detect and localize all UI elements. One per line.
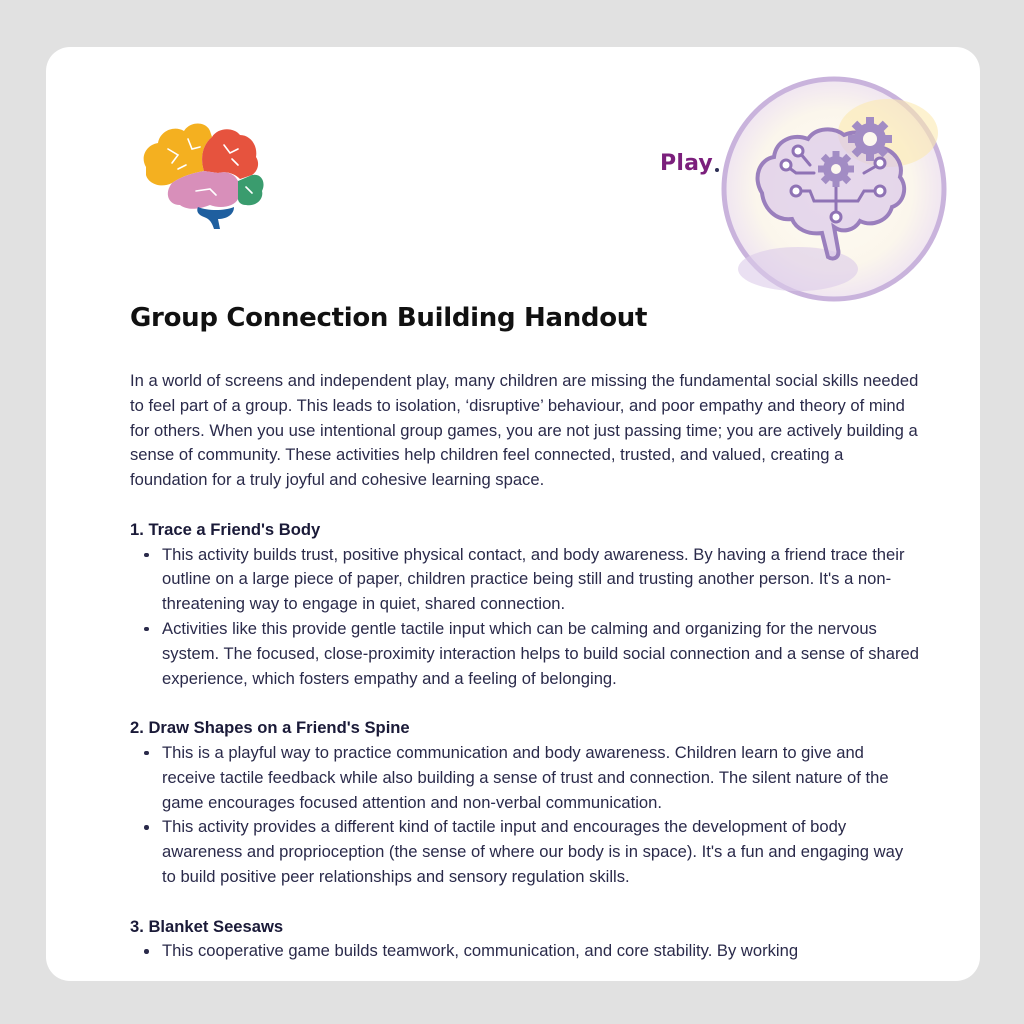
brain-lobe-green: [238, 175, 264, 206]
page-title: Group Connection Building Handout: [130, 303, 648, 333]
section-heading: 1. Trace a Friend's Body: [130, 519, 321, 539]
section-1: [130, 518, 920, 692]
brand-label: Play: [660, 151, 713, 176]
gear-icon-small: [818, 151, 854, 187]
list-item: Activities like this provide gentle tactile input which can be calming and organizing for the nervous system. The focused, close-proximity interaction helps to build social connection and a sense of shared experience, which fosters empathy and a feeling of belonging.: [162, 617, 920, 691]
bullet-list: [130, 543, 920, 692]
bullet-list: [130, 939, 920, 964]
section-2: [130, 716, 920, 890]
section-heading: 2. Draw Shapes on a Friend's Spine: [130, 718, 410, 738]
bullet-list: [130, 741, 920, 890]
list-item: This activity builds trust, positive physical contact, and body awareness. By having a friend trace their outline on a large piece of paper, children practice being still and trusting another person. It's a non-threatening way to engage in quiet, shared connection.: [162, 543, 920, 617]
brain-stem-blue: [197, 207, 234, 229]
intro-paragraph: In a world of screens and independent play, many children are missing the fundamental social skills needed to feel part of a group. This leads to isolation, ‘disruptive’ behaviour, and poor empathy and theory of mind for others. When you use intentional group games, you are not just passing time; you are actively building a sense of community. These activities help children feel connected, trusted, and valued, creating a foundation for a truly joyful and cohesive learning space.: [130, 371, 919, 490]
handout-card: [46, 47, 980, 981]
section-3: [130, 915, 920, 965]
list-item: This activity provides a different kind of tactile input and encourages the development of body awareness and proprioception (the sense of where our body is in space). It's a fun and engaging way to build positive peer relationships and sensory regulation skills.: [162, 815, 920, 889]
document-body: [130, 369, 920, 981]
list-item: This is a playful way to practice communication and body awareness. Children learn to give and receive tactile feedback while also building a sense of trust and connection. The silent nature of the game encourages focused attention and non-verbal communication.: [162, 741, 920, 815]
gear-icon-large: [848, 117, 892, 161]
list-item: This cooperative game builds teamwork, communication, and core stability. By working: [162, 939, 920, 964]
section-heading: 3. Blanket Seesaws: [130, 916, 284, 936]
colorful-brain-icon: [138, 119, 264, 229]
brain-circuit-gears-icon: [718, 73, 950, 305]
